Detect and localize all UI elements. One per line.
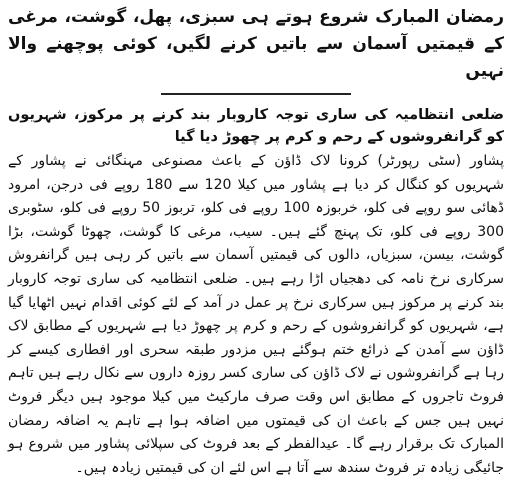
article-headline: رمضان المبارک شروع ہوتے ہی سبزی، پھل، گوشت، مرغی کے قیمتیں آسمان سے باتیں کرنے لگیں، کوئی پوچھنے والا نہیں bbox=[8, 7, 504, 81]
article-body: پشاور (سٹی رپورٹر) کرونا لاک ڈاؤن کے باعث مصنوعی مہنگائی نے پشاور کے شہریوں کو کنگال کر دیا ہے پشاور میں کیلا 120 سے 180 روپے فی درجن، امرود ڈھائی سو روپے فی کلو، خربوزہ 100 روپے فی کلو، تربوز 50 روپے فی کلو، سٹوبری 300 روپے فی کلو، تک پہنچ گئے ہیں۔ سیب، مرغی کا گوشت، چھوٹا گوشت، بڑا گوشت، بیسن، سبزیاں، دالوں کی قیمتیں آسمان سے باتیں کر رہی ہیں گرانفروش سرکاری نرخ نامہ کی دھجیاں اڑا رہے ہیں۔ ضلعی انتظامیہ کی ساری توجہ کاروبار بند کرنے پر مرکوز ہیں سرکاری نرخ پر عمل در آمد کے لئے کوئی اقدام نہیں اٹھایا گیا ہے، شہریوں کو گرانفروشوں کے رحم و کرم پر چھوڑ دیا ہے شہریوں کے مطابق لاک ڈاؤن سے آمدن کے ذرائع ختم ہوگئے ہیں مزدور طبقہ سحری اور افطاری کیسے کر رہا ہے گرانفروشوں نے لاک ڈاؤن کی ساری کسر روزہ داروں سے نکال رہے ہیں تاہم فروٹ تاجروں کے مطابق اس وقت صرف مارکیٹ میں کیلا موجود ہیں دیگر فروٹ نہیں ہیں جس کے باعث ان کی قیمتوں میں اضافہ ہوا ہے تاہم یہ اضافہ رمضان المبارک تک برقرار رہے گا۔ عیدالفطر کے بعد فروٹ کی سپلائی پشاور میں شروع ہو جائیگی زیادہ تر فروٹ سندھ سے آتا ہے اس لئے ان کی قیمتیں زیادہ ہیں۔ bbox=[8, 153, 504, 476]
headline-divider bbox=[161, 93, 351, 95]
news-clipping bbox=[6, 4, 506, 499]
article-subheadline: ضلعی انتظامیہ کی ساری توجہ کاروبار بند کرنے پر مرکوز، شہریوں کو گرانفروشوں کے رحم و کرم پر چھوڑ دیا گیا bbox=[8, 107, 504, 145]
